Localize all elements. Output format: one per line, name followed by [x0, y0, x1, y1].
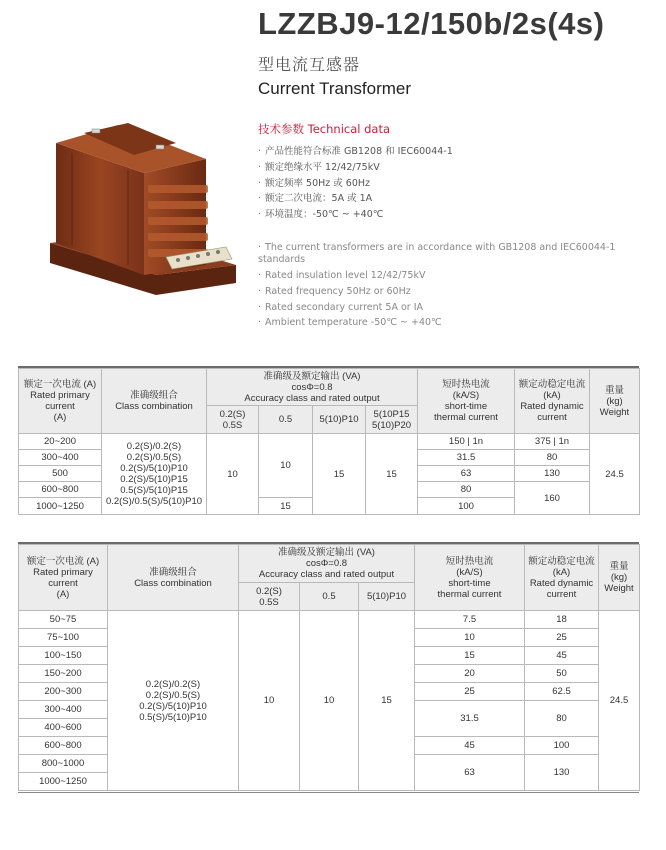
col-dynamic-current	[525, 545, 599, 611]
cell-out-p15: 15	[366, 434, 418, 515]
product-type-cn: 型电流互感器	[258, 55, 361, 74]
header-text: current	[537, 412, 567, 423]
cell-text: 0.5(S)/5(10)P15	[120, 485, 188, 496]
header-text: (kA)	[552, 566, 571, 578]
header-text: 5(10)P20	[371, 419, 412, 431]
technical-data-heading-cn: 技术参数	[258, 122, 304, 136]
spec-item-en: · Ambient temperature -50℃ ~ +40℃	[258, 315, 648, 331]
header-text: (kg)	[610, 572, 628, 583]
cell-out-02: 10	[207, 434, 259, 515]
cell-text: 0.2(S)/5(10)P15	[120, 474, 188, 485]
sub-col-05: 0.5	[300, 583, 359, 611]
spec-item-cn: · 额定绝缘水平 12/42/75kV	[258, 160, 453, 176]
header-text: 0.2(S)	[219, 408, 246, 420]
cell-class-combination	[102, 434, 207, 515]
cell-weight: 24.5	[599, 611, 640, 791]
col-class-combination	[108, 545, 239, 611]
cell-out-p10: 15	[313, 434, 366, 515]
cell-thermal: 63	[415, 755, 525, 791]
technical-data-heading-en: Technical data	[307, 122, 391, 136]
header-text: 重量	[604, 384, 624, 396]
header-text: cosΦ=0.8	[291, 381, 333, 393]
col-rated-primary	[19, 545, 108, 611]
col-weight	[599, 545, 640, 611]
header-text: current	[45, 401, 75, 412]
col-class-combination	[102, 369, 207, 434]
cell-dynamic: 45	[525, 647, 599, 665]
cell-weight: 24.5	[590, 434, 640, 515]
header-text: cosΦ=0.8	[305, 558, 348, 569]
cell-dynamic: 130	[515, 466, 590, 482]
cell-dynamic: 18	[525, 611, 599, 629]
header-text: Rated primary	[33, 566, 93, 578]
cell-out-05: 10	[300, 611, 359, 791]
cell-text: 0.2(S)/0.2(S)	[145, 678, 201, 690]
technical-data-heading	[258, 121, 390, 137]
col-weight	[590, 369, 640, 434]
col-rated-primary	[19, 369, 102, 434]
cell-current: 1000~1250	[19, 773, 108, 791]
cell-current: 50~75	[19, 611, 108, 629]
cell-current: 75~100	[19, 629, 108, 647]
spec-item-cn: · 额定频率 50Hz 或 60Hz	[258, 176, 453, 192]
header-text: short-time	[448, 577, 491, 589]
header-text: 额定动稳定电流	[518, 379, 586, 390]
cell-current: 150~200	[19, 665, 108, 683]
cell-current: 600~800	[19, 482, 102, 498]
cell-current: 800~1000	[19, 755, 108, 773]
cell-thermal: 45	[415, 737, 525, 755]
cell-current: 600~800	[19, 737, 108, 755]
cell-dynamic: 50	[525, 665, 599, 683]
cell-out-02: 10	[239, 611, 300, 791]
cell-text: 0.2(S)/0.5(S)	[126, 452, 182, 463]
header-text: 重量	[609, 561, 629, 572]
cell-dynamic: 62.5	[525, 683, 599, 701]
col-accuracy-output	[207, 369, 418, 406]
cell-current: 500	[19, 466, 102, 482]
header-text: 额定一次电流 (A)	[26, 555, 100, 567]
cell-out-05: 10	[259, 434, 313, 498]
header-text: 准确级组合	[130, 390, 178, 401]
table-row	[19, 611, 640, 629]
cell-current: 1000~1250	[19, 498, 102, 515]
header-text: 短时热电流	[445, 555, 494, 567]
cell-text: 0.2(S)/0.2(S)	[126, 441, 182, 452]
header-text: Rated dynamic	[520, 401, 584, 412]
header-text: Class combination	[134, 577, 212, 589]
cell-current: 300~400	[19, 450, 102, 466]
cell-dynamic: 80	[525, 701, 599, 737]
product-model-title: LZZBJ9-12/150b/2s(4s)	[258, 6, 605, 41]
cell-text: 0.2(S)/5(10)P10	[120, 463, 188, 474]
current-transformer-image	[36, 115, 251, 305]
header-text: thermal current	[434, 412, 498, 423]
header-text: Weight	[604, 583, 634, 594]
cell-thermal: 31.5	[415, 701, 525, 737]
sub-col-05: 0.5	[259, 406, 313, 434]
header-text: Weight	[599, 406, 630, 418]
spec-table-2	[18, 544, 640, 791]
spec-item-cn: · 产品性能符合标准 GB1208 和 IEC60044-1	[258, 144, 453, 160]
header-text: (kg)	[606, 395, 623, 407]
cell-text: 0.2(S)/0.5(S)/5(10)P10	[105, 496, 203, 507]
cell-current: 100~150	[19, 647, 108, 665]
cell-thermal: 10	[415, 629, 525, 647]
header-text: current	[546, 588, 577, 600]
header-text: 额定动稳定电流	[528, 555, 595, 567]
cell-thermal: 150 | 1n	[418, 434, 515, 450]
header-text: 0.5S	[259, 596, 279, 608]
sub-col-p10: 5(10)P10	[359, 583, 415, 611]
spec-item-en: · Rated frequency 50Hz or 60Hz	[258, 284, 648, 300]
header-text: (A)	[53, 412, 67, 423]
header-text: Accuracy class and rated output	[258, 569, 395, 580]
spec-item-cn: · 环境温度：-50℃ ~ +40℃	[258, 207, 453, 223]
sub-col-02s	[207, 406, 259, 434]
cell-thermal: 7.5	[415, 611, 525, 629]
cell-thermal: 100	[418, 498, 515, 515]
header-text: Accuracy class and rated output	[244, 392, 380, 404]
cell-dynamic: 130	[525, 755, 599, 791]
header-text: 额定一次电流 (A)	[23, 379, 97, 390]
spec-item-en: · Rated insulation level 12/42/75kV	[258, 268, 648, 284]
cell-dynamic: 375 | 1n	[515, 434, 590, 450]
header-text: short-time	[444, 401, 488, 412]
cell-thermal: 63	[418, 466, 515, 482]
cell-thermal: 15	[415, 647, 525, 665]
cell-class-combination	[108, 611, 239, 791]
spec-item-en: · The current transformers are in accordance with GB1208 and IEC60044-1 standards	[258, 240, 648, 268]
cell-out-p10: 15	[359, 611, 415, 791]
header-text: Rated primary	[30, 390, 90, 401]
col-thermal-current	[418, 369, 515, 434]
cell-current: 200~300	[19, 683, 108, 701]
cell-thermal: 80	[418, 482, 515, 498]
col-thermal-current	[415, 545, 525, 611]
header-text: (kA)	[543, 390, 561, 401]
cell-current: 400~600	[19, 719, 108, 737]
spec-table-1	[18, 368, 640, 515]
cell-current: 300~400	[19, 701, 108, 719]
header-text: 短时热电流	[442, 379, 490, 390]
header-text: current	[48, 577, 78, 589]
cell-dynamic: 160	[515, 482, 590, 515]
table2-bottom-rule	[18, 792, 639, 793]
header-text: Rated dynamic	[529, 577, 594, 589]
header-text: 准确级组合	[149, 566, 197, 578]
cell-text: 0.2(S)/5(10)P10	[139, 700, 207, 712]
header-text: (kA/S)	[456, 566, 483, 578]
header-text: (kA/S)	[452, 390, 480, 401]
cell-current: 20~200	[19, 434, 102, 450]
cell-dynamic: 80	[515, 450, 590, 466]
spec-list-en	[258, 240, 648, 331]
sub-col-p10: 5(10)P10	[313, 406, 366, 434]
spec-item-cn: · 额定二次电流：5A 或 1A	[258, 191, 453, 207]
col-accuracy-output	[239, 545, 415, 583]
cell-dynamic: 100	[525, 737, 599, 755]
header-text: thermal current	[437, 588, 502, 600]
spec-list-cn	[258, 144, 453, 223]
table-row	[19, 434, 640, 450]
cell-out-05: 15	[259, 498, 313, 515]
header-text: 0.5S	[222, 419, 243, 431]
cell-thermal: 31.5	[418, 450, 515, 466]
product-type-en: Current Transformer	[258, 79, 412, 98]
sub-col-p15-p20	[366, 406, 418, 434]
cell-text: 0.5(S)/5(10)P10	[139, 711, 207, 723]
header-text: 准确级及额定输出 (VA)	[263, 370, 361, 382]
col-dynamic-current	[515, 369, 590, 434]
header-text: (A)	[56, 588, 70, 600]
header-text: 5(10P15	[373, 408, 410, 420]
header-text: 0.2(S)	[256, 585, 282, 597]
cell-text: 0.2(S)/0.5(S)	[145, 689, 201, 701]
spec-item-en: · Rated secondary current 5A or IA	[258, 300, 648, 316]
header-text: 准确级及额定输出 (VA)	[278, 547, 375, 558]
sub-col-02s	[239, 583, 300, 611]
cell-thermal: 25	[415, 683, 525, 701]
header-text: Class combination	[115, 401, 193, 412]
cell-thermal: 20	[415, 665, 525, 683]
cell-dynamic: 25	[525, 629, 599, 647]
